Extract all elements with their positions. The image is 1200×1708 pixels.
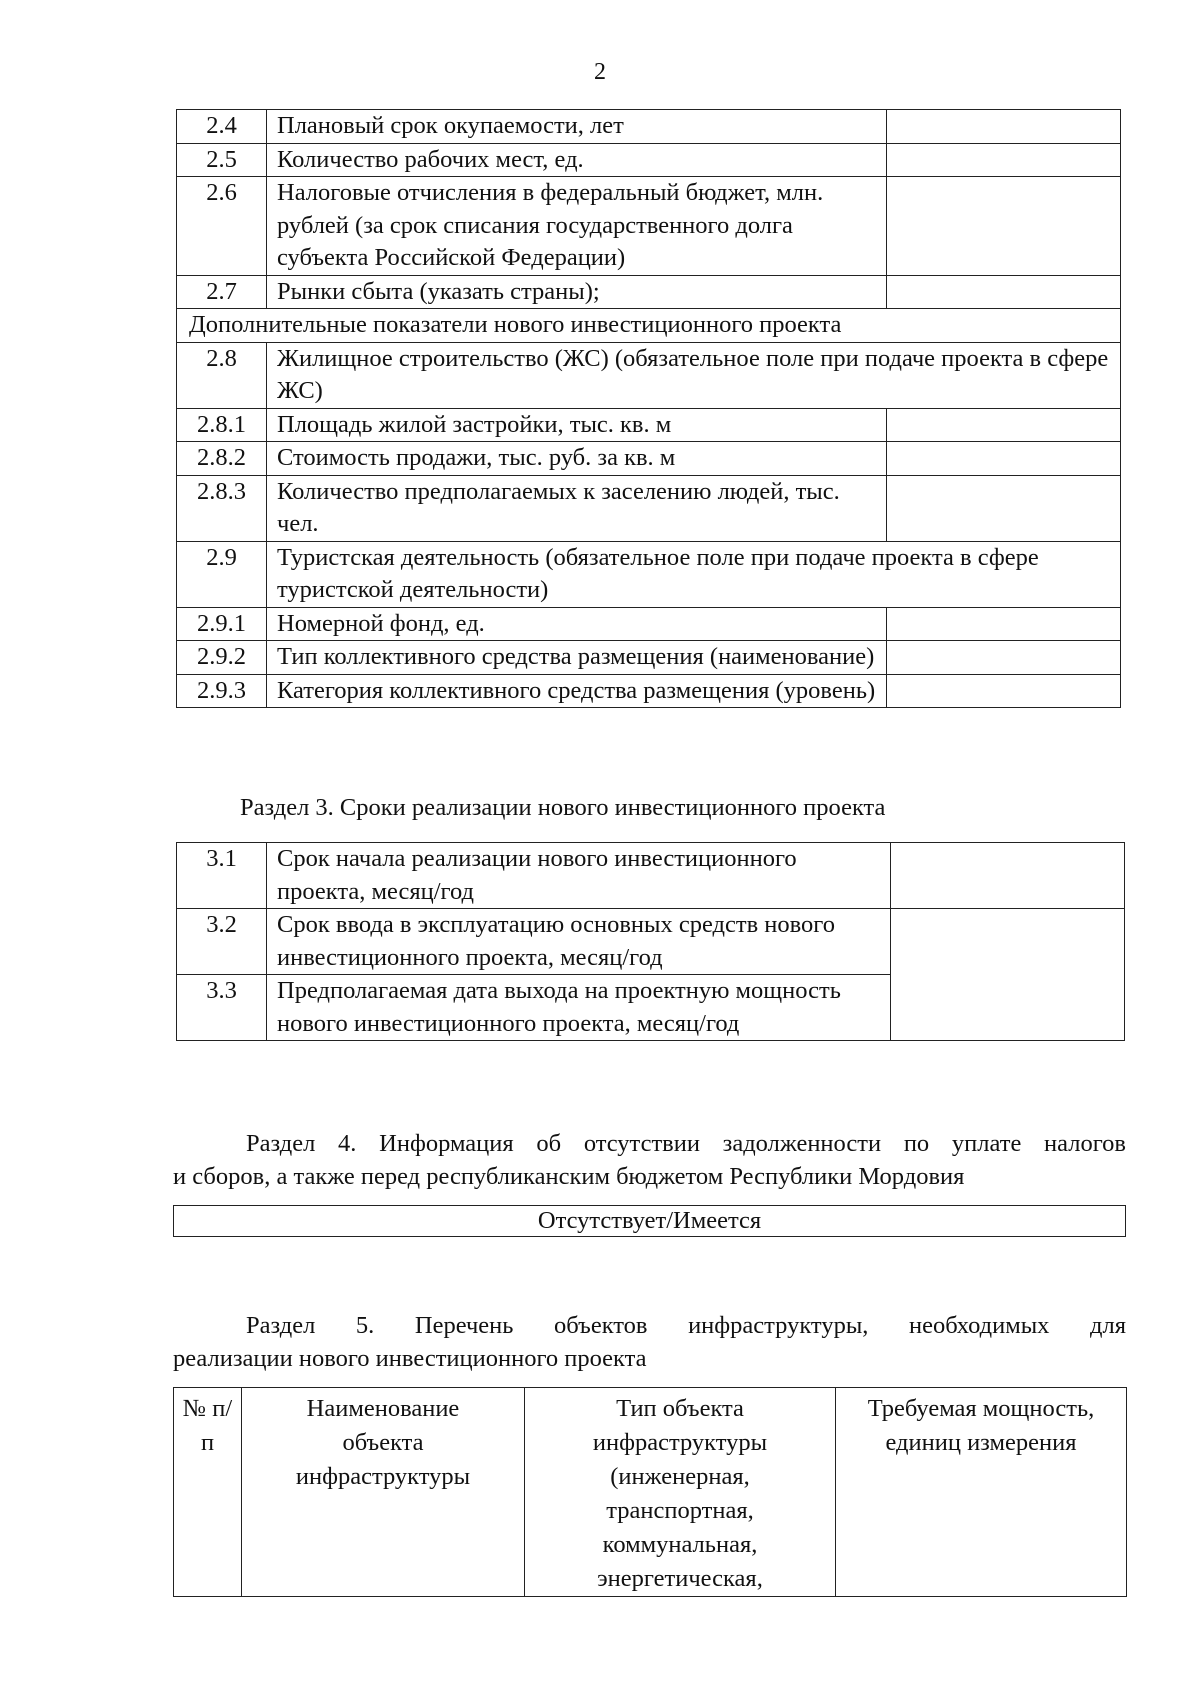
table-header-row	[174, 1388, 1127, 1597]
row-label: Количество рабочих мест, ед.	[267, 143, 887, 177]
table-row	[177, 110, 1121, 144]
table-row	[177, 641, 1121, 675]
section5-title	[173, 1310, 1126, 1375]
row-label: Рынки сбыта (указать страны);	[267, 275, 887, 309]
table-row	[177, 177, 1121, 276]
row-number: 2.4	[177, 110, 267, 144]
row-number: 3.1	[177, 843, 267, 909]
value-cell[interactable]	[887, 110, 1121, 144]
row-label: Предполагаемая дата выхода на проектную мощность нового инвестиционного проекта, месяц/год	[267, 975, 891, 1041]
table-row	[174, 1206, 1126, 1237]
table-row	[177, 674, 1121, 708]
value-cell[interactable]	[887, 408, 1121, 442]
value-cell[interactable]	[887, 442, 1121, 476]
section3-title: Раздел 3. Сроки реализации нового инвестиционного проекта	[240, 794, 886, 821]
section5-title-line2: реализации нового инвестиционного проекта	[173, 1344, 647, 1372]
debt-status-cell: Отсутствует/Имеется	[174, 1206, 1126, 1237]
value-cell[interactable]	[887, 674, 1121, 708]
table-row	[177, 607, 1121, 641]
value-cell[interactable]	[887, 143, 1121, 177]
row-label: Туристская деятельность (обязательное поле при подаче проекта в сфере туристской деятельности)	[267, 541, 1121, 607]
table-row	[177, 342, 1121, 408]
row-number: 2.6	[177, 177, 267, 276]
section5-table	[173, 1387, 1127, 1597]
row-number: 2.8.2	[177, 442, 267, 476]
row-label: Площадь жилой застройки, тыс. кв. м	[267, 408, 887, 442]
row-label: Жилищное строительство (ЖС) (обязательное поле при подаче проекта в сфере ЖС)	[267, 342, 1121, 408]
table-row	[177, 408, 1121, 442]
section4-table	[173, 1205, 1126, 1237]
table-row	[177, 843, 1125, 909]
row-label: Номерной фонд, ед.	[267, 607, 887, 641]
table-row	[177, 275, 1121, 309]
row-number: 2.9.2	[177, 641, 267, 675]
section5-title-line1: Раздел 5. Перечень объектов инфраструктуры, необходимых для	[246, 1312, 1126, 1339]
value-cell[interactable]	[887, 641, 1121, 675]
column-header-name: Наименование объекта инфраструктуры	[242, 1388, 525, 1597]
section4-title-line2: и сборов, а также перед республиканским бюджетом Республики Мордовия	[173, 1162, 965, 1190]
value-cell[interactable]	[887, 177, 1121, 276]
row-number: 2.8.3	[177, 475, 267, 541]
value-cell[interactable]	[887, 475, 1121, 541]
table-row	[177, 143, 1121, 177]
column-header-capacity: Требуемая мощность, единиц измерения	[836, 1388, 1127, 1597]
row-number: 2.8	[177, 342, 267, 408]
value-cell[interactable]	[887, 275, 1121, 309]
row-number: 2.5	[177, 143, 267, 177]
row-label: Категория коллективного средства размещения (уровень)	[267, 674, 887, 708]
row-label: Плановый срок окупаемости, лет	[267, 110, 887, 144]
value-cell[interactable]	[891, 843, 1125, 909]
column-header-type: Тип объекта инфраструктуры (инженерная, транспортная, коммунальная, энергетическая,	[525, 1388, 836, 1597]
table-row	[177, 541, 1121, 607]
value-cell[interactable]	[891, 909, 1125, 1041]
row-number: 3.2	[177, 909, 267, 975]
table-row	[177, 475, 1121, 541]
row-number: 2.9.3	[177, 674, 267, 708]
additional-indicators-header: Дополнительные показатели нового инвестиционного проекта	[177, 309, 1121, 343]
page-number: 2	[594, 59, 606, 85]
column-header-number: № п/п	[174, 1388, 242, 1597]
row-label: Налоговые отчисления в федеральный бюджет, млн. рублей (за срок списания государственного долга субъекта Российской Федерации)	[267, 177, 887, 276]
row-label: Срок начала реализации нового инвестиционного проекта, месяц/год	[267, 843, 891, 909]
row-label: Срок ввода в эксплуатацию основных средств нового инвестиционного проекта, месяц/год	[267, 909, 891, 975]
row-number: 2.8.1	[177, 408, 267, 442]
row-number: 2.9.1	[177, 607, 267, 641]
section2-table	[176, 109, 1121, 708]
section4-title	[173, 1128, 1126, 1193]
row-number: 3.3	[177, 975, 267, 1041]
row-label: Тип коллективного средства размещения (наименование)	[267, 641, 887, 675]
row-number: 2.9	[177, 541, 267, 607]
section4-title-line1: Раздел 4. Информация об отсутствии задолженности по уплате налогов	[246, 1130, 1126, 1157]
table-header-row	[177, 309, 1121, 343]
value-cell[interactable]	[887, 607, 1121, 641]
table-row	[177, 442, 1121, 476]
section3-table	[176, 842, 1125, 1041]
table-row	[177, 909, 1125, 975]
row-number: 2.7	[177, 275, 267, 309]
row-label: Количество предполагаемых к заселению людей, тыс. чел.	[267, 475, 887, 541]
row-label: Стоимость продажи, тыс. руб. за кв. м	[267, 442, 887, 476]
